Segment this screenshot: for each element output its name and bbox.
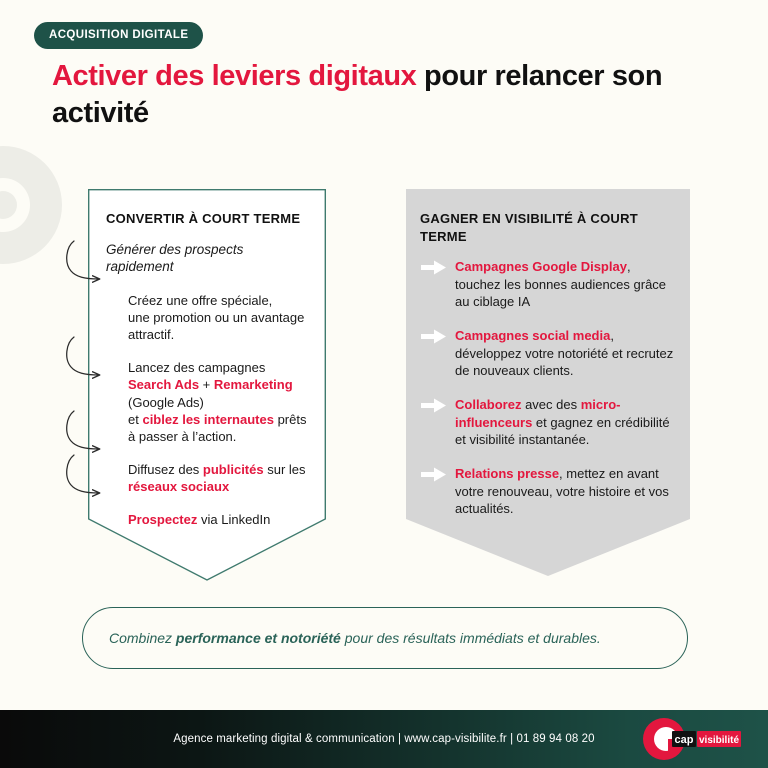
text-run: une promotion ou un avantage attractif. bbox=[128, 310, 305, 343]
text-run: sur les bbox=[263, 461, 306, 477]
text-run: Search Ads bbox=[128, 377, 200, 393]
right-panel-title: GAGNER EN VISIBILITÉ À COURT TERME bbox=[420, 211, 638, 244]
list-item bbox=[420, 465, 674, 518]
text-run: + bbox=[199, 377, 214, 393]
left-panel-list bbox=[106, 292, 312, 528]
summary-callout bbox=[82, 607, 688, 669]
list-item bbox=[420, 396, 674, 449]
text-run: via LinkedIn bbox=[197, 511, 271, 527]
list-item bbox=[106, 359, 312, 446]
text-run: (Google Ads) bbox=[128, 394, 204, 410]
summary-callout-text bbox=[83, 627, 627, 649]
list-item bbox=[106, 511, 312, 528]
text-run: Créez une offre spéciale, bbox=[128, 292, 273, 308]
category-badge: ACQUISITION DIGITALE bbox=[34, 22, 203, 49]
text-run: Combinez bbox=[109, 629, 176, 646]
right-panel-list bbox=[420, 258, 674, 518]
text-run: Campagnes Google Display bbox=[455, 259, 627, 275]
arrow-right-icon bbox=[421, 467, 447, 482]
footer-bar bbox=[0, 710, 768, 768]
text-run: Lancez des campagnes bbox=[128, 359, 266, 375]
text-run: Remarketing bbox=[213, 377, 293, 393]
list-item bbox=[420, 327, 674, 380]
text-run: prêts à passer à l’action. bbox=[128, 412, 307, 445]
text-run: performance et notoriété bbox=[175, 629, 341, 646]
text-run: Diffusez des bbox=[128, 461, 203, 477]
list-item bbox=[420, 258, 674, 311]
text-run: Prospectez bbox=[128, 511, 198, 527]
text-run: et bbox=[128, 412, 143, 428]
svg-text:cap: cap bbox=[674, 734, 694, 746]
cap-visibilite-logo bbox=[642, 717, 750, 761]
text-run: pour des résultats immédiats et durables. bbox=[340, 629, 601, 646]
left-panel-subtitle: Générer des prospects rapidement bbox=[106, 241, 244, 275]
text-run: et gagnez en crédibilité et visibilité instantanée. bbox=[455, 414, 670, 448]
page-title bbox=[52, 58, 712, 131]
footer-contact-text: Agence marketing digital & communication | www.cap-visibilite.fr | 01 89 94 08 20 bbox=[173, 733, 595, 745]
text-run: , touchez les bonnes audiences grâce au ciblage IA bbox=[455, 259, 667, 310]
svg-text:visibilité: visibilité bbox=[698, 735, 740, 746]
decorative-rings bbox=[0, 146, 62, 264]
text-run: avec des bbox=[521, 397, 581, 413]
text-run: , mettez en avant votre renouveau, votre histoire et vos actualités. bbox=[455, 466, 669, 517]
text-run: ciblez les internautes bbox=[142, 412, 274, 428]
panel-gain-visibility bbox=[406, 189, 690, 577]
page-title-rest: pour relancer son activité bbox=[52, 60, 663, 129]
arrow-right-icon bbox=[421, 398, 447, 413]
arrow-right-icon bbox=[421, 329, 447, 344]
text-run: Campagnes social media bbox=[455, 328, 611, 344]
text-run: micro-influenceurs bbox=[455, 397, 621, 430]
text-run: réseaux sociaux bbox=[128, 479, 230, 495]
list-item bbox=[106, 292, 312, 344]
list-item bbox=[106, 461, 312, 496]
arrow-right-icon bbox=[421, 260, 447, 275]
text-run: , développez votre notoriété et recrutez de nouveaux clients. bbox=[455, 328, 674, 379]
left-panel-title: CONVERTIR À COURT TERME bbox=[106, 211, 301, 226]
text-run: Collaborez bbox=[455, 397, 522, 413]
panel-convert-short-term bbox=[88, 189, 326, 581]
page-title-highlight: Activer des leviers digitaux bbox=[52, 60, 417, 92]
text-run: Relations presse bbox=[455, 466, 560, 482]
text-run: publicités bbox=[202, 461, 264, 477]
